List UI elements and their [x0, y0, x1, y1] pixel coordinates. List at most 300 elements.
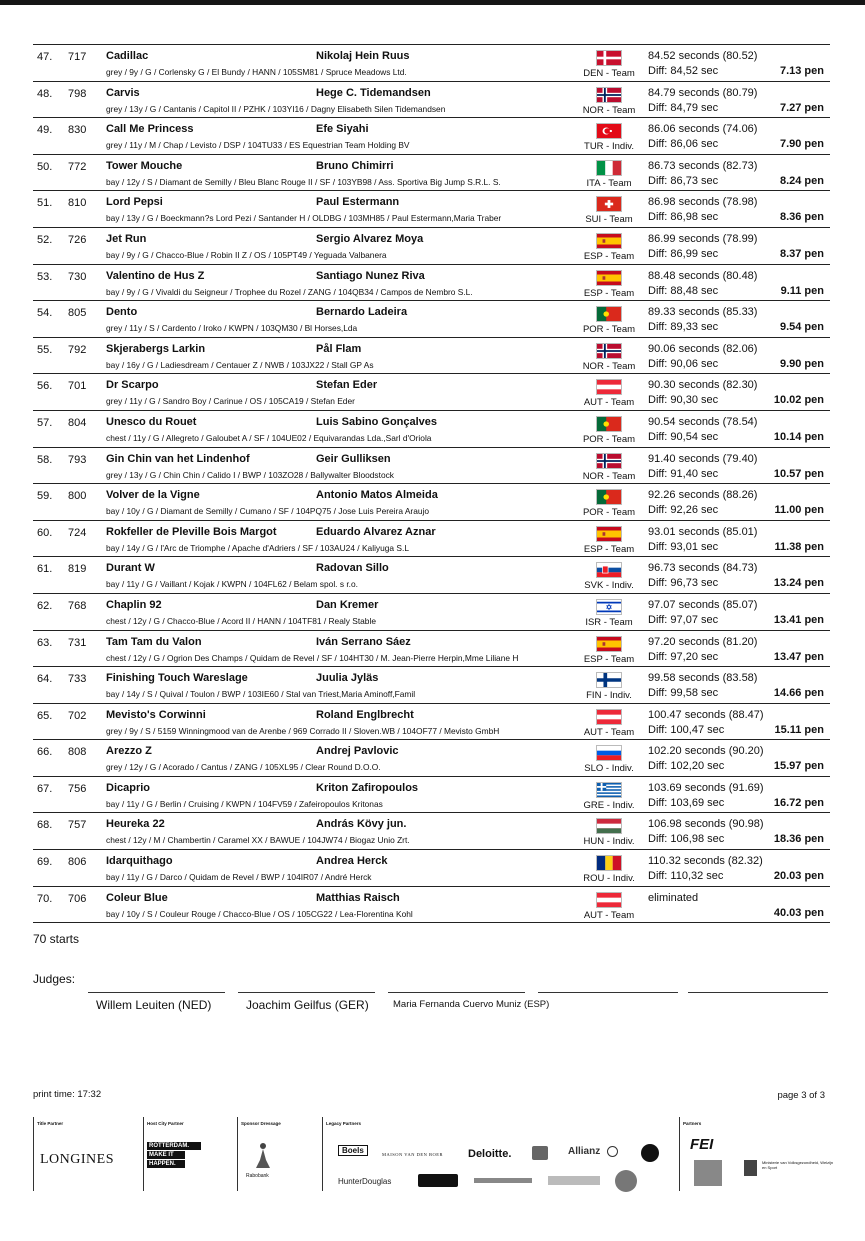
time-diff: Diff: 86,73 sec: [648, 174, 719, 187]
time-diff: Diff: 92,26 sec: [648, 504, 719, 517]
horse-details: grey / 9y / G / Corlensky G / El Bundy / HANN / 105SM81 / Spruce Meadows Ltd.: [106, 67, 407, 77]
esp-flag-icon: [596, 636, 622, 652]
sui-flag-icon: [596, 196, 622, 212]
time: 84.79 seconds (80.79): [648, 86, 758, 99]
nation: SVK - Indiv.: [584, 580, 634, 592]
time-diff: Diff: 90,30 sec: [648, 394, 719, 407]
rider-name: András Kövy jun.: [316, 818, 407, 831]
horse-name: Volver de la Vigne: [106, 489, 200, 502]
time: 86.06 seconds (74.06): [648, 123, 758, 136]
starts-count: 70 starts: [33, 932, 80, 946]
legacy-partners-label: Legacy Partners: [326, 1121, 362, 1126]
time: 90.54 seconds (78.54): [648, 415, 758, 428]
partner-round-logo: [615, 1170, 637, 1192]
aut-flag-icon: [596, 709, 622, 725]
horse-name: Call Me Princess: [106, 123, 194, 136]
start-number: 793: [68, 453, 87, 466]
rank: 51.: [37, 197, 53, 210]
partner-small-logo-1: [474, 1178, 532, 1183]
result-row: [33, 887, 830, 924]
result-row: [33, 448, 830, 485]
rank: 65.: [37, 709, 53, 722]
nation: ESP - Team: [583, 653, 635, 665]
penalties: 10.02 pen: [773, 394, 824, 407]
partner-divider-5: [679, 1117, 680, 1191]
rotterdam-line-1: ROTTERDAM.: [147, 1142, 201, 1150]
start-number: 757: [68, 819, 87, 832]
nation: ISR - Team: [585, 616, 633, 628]
time: 92.26 seconds (88.26): [648, 489, 758, 502]
rank: 49.: [37, 124, 53, 137]
time: 110.32 seconds (82.32): [648, 855, 763, 868]
judge-name-2: Joachim Geilfus (GER): [246, 998, 369, 1012]
rank: 60.: [37, 526, 53, 539]
rider-name: Andrea Herck: [316, 855, 388, 868]
hunterdouglas-logo: HunterDouglas: [338, 1177, 392, 1186]
horse-name: Mevisto's Corwinni: [106, 708, 206, 721]
time-diff: Diff: 110,32 sec: [648, 870, 724, 883]
start-number: 806: [68, 856, 87, 869]
rank: 56.: [37, 380, 53, 393]
penalties: 13.41 pen: [773, 613, 824, 626]
por-flag-icon: [596, 306, 622, 322]
deloitte-logo: Deloitte.: [468, 1148, 512, 1160]
horse-details: grey / 12y / G / Acorado / Cantus / ZANG / 105XL95 / Clear Round D.O.O.: [106, 762, 381, 773]
penalties: 20.03 pen: [773, 870, 824, 883]
time-diff: Diff: 93,01 sec: [648, 540, 719, 553]
rank: 62.: [37, 599, 53, 612]
rider-name: Luis Sabino Gonçalves: [316, 415, 438, 428]
rider-name: Roland Englbrecht: [316, 708, 414, 721]
penalties: 9.90 pen: [779, 357, 824, 370]
horse-name: Heureka 22: [106, 818, 165, 831]
time: 99.58 seconds (83.58): [648, 672, 758, 685]
horse-name: Dento: [106, 306, 138, 319]
nation: AUT - Team: [583, 726, 635, 738]
slo-flag-icon: [596, 745, 622, 761]
rider-name: Antonio Matos Almeida: [316, 489, 438, 502]
bmw-icon: [641, 1144, 659, 1162]
nation: ROU - Indiv.: [583, 873, 635, 885]
time: 97.07 seconds (85.07): [648, 598, 758, 611]
rabobank-icon: [252, 1140, 274, 1170]
time-diff: Diff: 100,47 sec: [648, 723, 725, 736]
rank: 70.: [37, 892, 53, 905]
rotterdam-line-2: MAKE IT: [147, 1151, 185, 1159]
fin-flag-icon: [596, 672, 622, 688]
rider-name: Hege C. Tidemandsen: [316, 86, 431, 99]
start-number: 706: [68, 892, 87, 905]
partners-label: Partners: [683, 1121, 702, 1126]
start-number: 730: [68, 270, 87, 283]
time: 96.73 seconds (84.73): [648, 562, 758, 575]
rank: 57.: [37, 416, 53, 429]
time: 86.98 seconds (78.98): [648, 196, 758, 209]
rank: 67.: [37, 782, 53, 795]
horse-name: Tam Tam du Valon: [106, 635, 202, 648]
esp-flag-icon: [596, 233, 622, 249]
result-row: [33, 850, 830, 887]
rider-name: Sergio Alvarez Moya: [316, 232, 424, 245]
result-row: [33, 82, 830, 119]
result-row: [33, 777, 830, 814]
time-diff: Diff: 96,73 sec: [648, 577, 719, 590]
horse-name: Gin Chin van het Lindenhof: [106, 452, 250, 465]
rider-name: Nikolaj Hein Ruus: [316, 50, 410, 62]
rider-name: Iván Serrano Sáez: [316, 635, 411, 648]
rank: 61.: [37, 563, 53, 576]
penalties: 8.24 pen: [779, 174, 824, 187]
signature-line-5: [688, 992, 828, 993]
horse-details: bay / 13y / G / Boeckmann?s Lord Pezi / Santander H / OLDBG / 103MH85 / Paul Estermann,Maria Traber: [106, 213, 502, 224]
penalties: 18.36 pen: [773, 833, 824, 846]
start-number: 756: [68, 782, 87, 795]
signature-line-2: [238, 992, 375, 993]
rank: 47.: [37, 51, 53, 63]
judge-name-3: Maria Fernanda Cuervo Muniz (ESP): [393, 999, 550, 1010]
signature-line-4: [538, 992, 678, 993]
start-number: 772: [68, 160, 87, 173]
penalties: 7.27 pen: [779, 101, 824, 114]
nor-flag-icon: [596, 343, 622, 359]
time-diff: Diff: 90,54 sec: [648, 430, 719, 443]
esp-flag-icon: [596, 270, 622, 286]
result-row: [33, 667, 830, 704]
rank: 54.: [37, 307, 53, 320]
horse-name: Finishing Touch Wareslage: [106, 672, 248, 685]
rider-name: Santiago Nunez Riva: [316, 269, 425, 282]
penalties: 10.14 pen: [773, 430, 824, 443]
horse-details: grey / 13y / G / Cantanis / Capitol II / PZHK / 103YI16 / Dagny Elisabeth Silen Tidemandsen: [106, 103, 446, 114]
horse-details: grey / 11y / S / Cardento / Iroko / KWPN / 103QM30 / Bl Horses,Lda: [106, 323, 358, 334]
time: 102.20 seconds (90.20): [648, 745, 764, 758]
penalties: 9.11 pen: [780, 284, 824, 297]
time-diff: Diff: 88,48 sec: [648, 284, 719, 297]
penalties: 8.36 pen: [779, 211, 824, 224]
horse-details: bay / 14y / G / l'Arc de Triomphe / Apache d'Adriers / SF / 103AU24 / Kaliyuga S.L: [106, 542, 409, 553]
tur-flag-icon: [596, 123, 622, 139]
horse-name: Carvis: [106, 86, 140, 99]
time-diff: Diff: 91,40 sec: [648, 467, 719, 480]
result-row: [33, 374, 830, 411]
rank: 59.: [37, 490, 53, 503]
result-row: [33, 704, 830, 741]
rank: 50.: [37, 160, 53, 173]
ita-flag-icon: [596, 160, 622, 176]
esp-flag-icon: [596, 526, 622, 542]
ministerie-logo: Ministerie van Volksgezondheid, Welzijn en Sport: [762, 1160, 834, 1170]
svk-flag-icon: [596, 562, 622, 578]
time: 93.01 seconds (85.01): [648, 525, 758, 538]
print-time: print time: 17:32: [33, 1089, 102, 1100]
start-number: 798: [68, 87, 87, 100]
horse-name: Idarquithago: [106, 855, 173, 868]
rider-name: Kriton Zafiropoulos: [316, 781, 419, 794]
rank: 55.: [37, 343, 53, 356]
rider-name: Bruno Chimirri: [316, 159, 394, 172]
result-row: [33, 740, 830, 777]
host-city-label: Host City Partner: [147, 1121, 184, 1126]
horse-details: bay / 10y / S / Couleur Rouge / Chacco-Blue / OS / 105CG22 / Lea-Florentina Kohl: [106, 908, 413, 919]
horse-details: bay / 11y / G / Darco / Quidam de Revel / BWP / 104IR07 / André Herck: [106, 872, 372, 883]
rabobank-logo: Rabobank: [246, 1173, 269, 1179]
nation: GRE - Indiv.: [583, 799, 635, 811]
nation: AUT - Team: [583, 909, 635, 921]
gre-flag-icon: [596, 782, 622, 798]
time: 97.20 seconds (81.20): [648, 635, 758, 648]
sponsor-dressage-label: Sponsor Dressage: [241, 1121, 281, 1126]
maison-logo: MAISON VAN DEN BOER: [382, 1152, 443, 1157]
top-border: [0, 0, 865, 5]
horse-details: bay / 14y / S / Quival / Toulon / BWP / 103IE60 / Stal van Triest,Maria Aminoff,Famil: [106, 689, 416, 700]
penalties: 8.37 pen: [779, 247, 824, 260]
horse-details: bay / 9y / G / Chacco-Blue / Robin II Z / OS / 105PT49 / Yeguada Valbanera: [106, 249, 387, 260]
horse-details: chest / 11y / G / Allegreto / Galoubet A / SF / 104UE02 / Equivarandas Lda.,Sarl d'Oriola: [106, 432, 432, 443]
nor-flag-icon: [596, 453, 622, 469]
horse-details: grey / 11y / M / Chap / Levisto / DSP / 104TU33 / ES Equestrian Team Holding BV: [106, 140, 410, 151]
result-row: [33, 594, 830, 631]
partner-divider-3: [237, 1117, 238, 1191]
rider-name: Juulia Jyläs: [316, 672, 379, 685]
start-number: 701: [68, 380, 87, 393]
por-flag-icon: [596, 416, 622, 432]
rider-name: Efe Siyahi: [316, 123, 369, 136]
horse-name: Coleur Blue: [106, 891, 168, 904]
nation: SUI - Team: [585, 214, 633, 226]
rank: 52.: [37, 233, 53, 246]
horse-name: Arezzo Z: [106, 745, 152, 758]
nation: POR - Team: [582, 433, 636, 445]
rank: 64.: [37, 673, 53, 686]
rank: 48.: [37, 87, 53, 100]
result-row: [33, 557, 830, 594]
horse-details: chest / 12y / G / Ogrion Des Champs / Quidam de Revel / SF / 104HT30 / M. Jean-Pierre Herpin,Mme Liliane H: [106, 652, 519, 663]
rank: 53.: [37, 270, 53, 283]
time-diff: Diff: 90,06 sec: [648, 357, 719, 370]
partner-block-logo: [694, 1160, 722, 1186]
time: 90.30 seconds (82.30): [648, 379, 758, 392]
start-number: 800: [68, 490, 87, 503]
nation: ESP - Team: [583, 287, 635, 299]
time: 90.06 seconds (82.06): [648, 342, 758, 355]
penalties: 10.57 pen: [773, 467, 824, 480]
horse-name: Lord Pepsi: [106, 196, 163, 209]
penalties: 14.66 pen: [773, 687, 824, 700]
nation: HUN - Indiv.: [583, 836, 635, 848]
result-row: [33, 301, 830, 338]
signature-line-1: [88, 992, 225, 993]
horse-name: Skjerabergs Larkin: [106, 342, 206, 355]
horse-details: grey / 13y / G / Chin Chin / Calido I / BWP / 103ZO28 / Ballywalter Bloodstock: [106, 469, 394, 480]
penalties: 40.03 pen: [773, 906, 824, 919]
time-diff: Diff: 103,69 sec: [648, 796, 725, 809]
start-number: 717: [68, 51, 87, 63]
rou-flag-icon: [596, 855, 622, 871]
horse-details: bay / 12y / S / Diamant de Semilly / Bleu Blanc Rouge II / SF / 103YB98 / Ass. Sportiva Big Jump S.R.L. S.: [106, 176, 501, 187]
horse-details: grey / 9y / S / 5159 Winningmood van de Arenbe / 969 Corrado II / Sloven.WB / 104OF77 / Mevisto GmbH: [106, 725, 500, 736]
start-number: 830: [68, 124, 87, 137]
nation: ITA - Team: [586, 177, 632, 189]
longines-logo: LONGINES: [40, 1152, 114, 1167]
result-row: [33, 45, 830, 82]
time: 86.73 seconds (82.73): [648, 159, 758, 172]
start-number: 805: [68, 307, 87, 320]
horse-details: grey / 11y / G / Sandro Boy / Carinue / OS / 105CA19 / Stefan Eder: [106, 396, 355, 407]
time-diff: Diff: 89,33 sec: [648, 321, 719, 334]
result-row: [33, 155, 830, 192]
results-table: [33, 44, 830, 923]
penalties: 15.11 pen: [774, 723, 824, 736]
horse-name: Unesco du Rouet: [106, 415, 197, 428]
horse-details: bay / 9y / G / Vivaldi du Seigneur / Trophee du Rozel / ZANG / 104QB34 / Campos de Nembro S.L.: [106, 286, 473, 297]
horse-name: Chaplin 92: [106, 598, 162, 611]
horse-details: chest / 12y / M / Chambertin / Caramel XX / BAWUE / 104JW74 / Biogaz Unio Zrt.: [106, 835, 410, 846]
time: 88.48 seconds (80.48): [648, 269, 758, 282]
penalties: 16.72 pen: [773, 796, 824, 809]
rank: 66.: [37, 746, 53, 759]
horse-name: Dicaprio: [106, 781, 151, 794]
allianz-emblem-icon: [607, 1146, 618, 1157]
partner-divider-4: [322, 1117, 323, 1191]
nation: NOR - Team: [582, 360, 636, 372]
hun-flag-icon: [596, 818, 622, 834]
rider-name: Pål Flam: [316, 342, 362, 355]
rank: 63.: [37, 636, 53, 649]
time: 89.33 seconds (85.33): [648, 306, 758, 319]
signature-line-3: [388, 992, 525, 993]
start-number: 808: [68, 746, 87, 759]
penalties: 13.24 pen: [773, 577, 824, 590]
result-row: [33, 338, 830, 375]
nation: NOR - Team: [582, 104, 636, 116]
nation: POR - Team: [582, 324, 636, 336]
time-diff: Diff: 99,58 sec: [648, 687, 719, 700]
rider-name: Eduardo Alvarez Aznar: [316, 525, 436, 538]
result-row: [33, 813, 830, 850]
partner-divider-2: [143, 1117, 144, 1191]
rotterdam-logo: [147, 1142, 201, 1168]
partner-emblem-icon: [532, 1146, 548, 1160]
rider-name: Matthias Raisch: [316, 891, 400, 904]
por-flag-icon: [596, 489, 622, 505]
nation: SLO - Indiv.: [584, 763, 634, 775]
result-row: [33, 411, 830, 448]
nation: POR - Team: [582, 507, 636, 519]
penalties: 15.97 pen: [773, 760, 824, 773]
aut-flag-icon: [596, 379, 622, 395]
penalties: 11.38 pen: [774, 540, 824, 553]
rider-name: Paul Estermann: [316, 196, 400, 209]
horse-details: bay / 11y / G / Berlin / Cruising / KWPN / 104FV59 / Zafeiropoulos Kritonas: [106, 798, 383, 809]
time: 86.99 seconds (78.99): [648, 232, 758, 245]
penalties: 13.47 pen: [773, 650, 824, 663]
nation: AUT - Team: [583, 397, 635, 409]
page-number: page 3 of 3: [777, 1090, 825, 1101]
horse-details: chest / 12y / G / Chacco-Blue / Acord II / HANN / 104TF81 / Realy Stable: [106, 615, 376, 626]
boels-logo: Boels: [338, 1145, 368, 1156]
time-diff: Diff: 86,98 sec: [648, 211, 719, 224]
ministerie-crest-icon: [744, 1160, 757, 1176]
allianz-logo: Allianz: [568, 1146, 601, 1157]
time: 100.47 seconds (88.47): [648, 708, 764, 721]
start-number: 726: [68, 233, 87, 246]
nation: NOR - Team: [582, 470, 636, 482]
partner-small-logo-2: [548, 1176, 600, 1185]
time-diff: Diff: 102,20 sec: [648, 760, 725, 773]
time-diff: Diff: 97,07 sec: [648, 613, 719, 626]
result-row: [33, 631, 830, 668]
fei-logo: FEI: [690, 1136, 714, 1153]
start-number: 804: [68, 416, 87, 429]
rider-name: Geir Gulliksen: [316, 452, 391, 465]
horse-name: Durant W: [106, 562, 155, 575]
penalties: 11.00 pen: [774, 504, 824, 517]
time-diff: Diff: 86,99 sec: [648, 247, 719, 260]
time: eliminated: [648, 891, 699, 904]
horse-name: Valentino de Hus Z: [106, 269, 205, 282]
time-diff: Diff: 97,20 sec: [648, 650, 719, 663]
nation: FIN - Indiv.: [586, 690, 632, 702]
horse-name: Rokfeller de Pleville Bois Margot: [106, 525, 277, 538]
rotterdam-line-3: HAPPEN.: [147, 1160, 185, 1168]
result-row: [33, 484, 830, 521]
rider-name: Radovan Sillo: [316, 562, 389, 575]
start-number: 724: [68, 526, 87, 539]
time-diff: Diff: 84,79 sec: [648, 101, 719, 114]
horse-name: Tower Mouche: [106, 159, 183, 172]
start-number: 819: [68, 563, 87, 576]
result-row: [33, 228, 830, 265]
result-row: [33, 521, 830, 558]
start-number: 810: [68, 197, 87, 210]
rank: 68.: [37, 819, 53, 832]
penalties: 9.54 pen: [779, 321, 824, 334]
start-number: 768: [68, 599, 87, 612]
horse-details: bay / 10y / G / Diamant de Semilly / Cumano / SF / 104PQ75 / Jose Luis Pereira Araujo: [106, 506, 430, 517]
nor-flag-icon: [596, 87, 622, 103]
horse-details: bay / 11y / G / Vaillant / Kojak / KWPN / 104FL62 / Belam spol. s r.o.: [106, 579, 358, 590]
horse-name: Cadillac: [106, 50, 149, 62]
horse-name: Jet Run: [106, 232, 147, 245]
judge-name-1: Willem Leuiten (NED): [96, 998, 212, 1012]
start-number: 731: [68, 636, 87, 649]
partner-divider-1: [33, 1117, 34, 1191]
time-diff: Diff: 86,06 sec: [648, 138, 719, 151]
rider-name: Bernardo Ladeira: [316, 306, 408, 319]
nation: TUR - Indiv.: [584, 141, 634, 153]
rider-name: Stefan Eder: [316, 379, 378, 392]
den-flag-icon: [596, 50, 622, 66]
penalties: 7.90 pen: [779, 138, 824, 151]
time: 84.52 seconds (80.52): [648, 50, 758, 62]
time: 103.69 seconds (91.69): [648, 781, 764, 794]
result-row: [33, 191, 830, 228]
start-number: 702: [68, 709, 87, 722]
time: 106.98 seconds (90.98): [648, 818, 764, 831]
start-number: 792: [68, 343, 87, 356]
rank: 69.: [37, 856, 53, 869]
title-partner-label: Title Partner: [37, 1121, 64, 1126]
rider-name: Dan Kremer: [316, 598, 379, 611]
nation: ESP - Team: [583, 250, 635, 262]
horse-name: Dr Scarpo: [106, 379, 159, 392]
rank: 58.: [37, 453, 53, 466]
nation: ESP - Team: [583, 543, 635, 555]
result-row: [33, 265, 830, 302]
isr-flag-icon: [596, 599, 622, 615]
judges-label: Judges:: [33, 972, 76, 986]
aut-flag-icon: [596, 892, 622, 908]
